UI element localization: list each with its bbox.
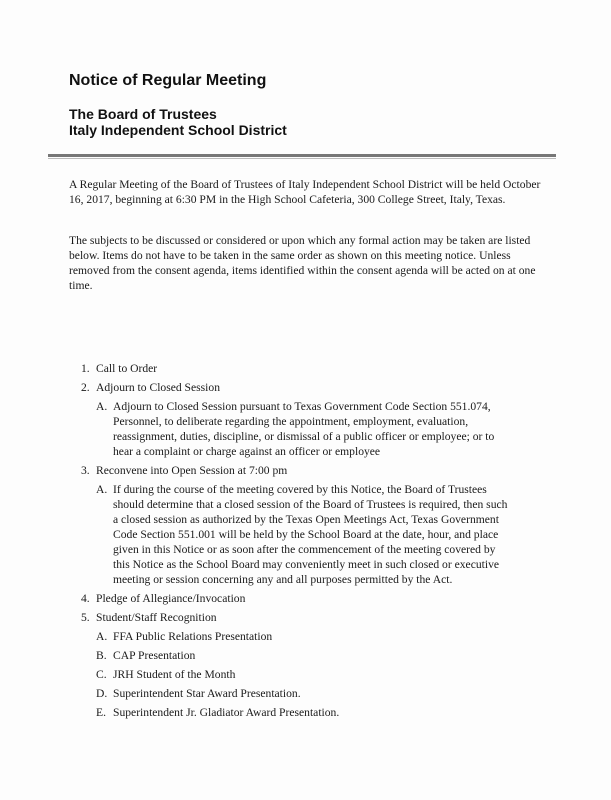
agenda-item (0, 380, 611, 395)
agenda-subitem (0, 629, 611, 644)
agenda-subitem-letter: E. (96, 706, 106, 719)
agenda-item-number: 1. (81, 362, 90, 375)
agenda-item-number: 5. (81, 611, 90, 624)
agenda-subitem (0, 667, 611, 682)
agenda-subitem-text: JRH Student of the Month (113, 668, 236, 681)
agenda-item (0, 610, 611, 625)
agenda-subitem-text: Superintendent Jr. Gladiator Award Presentation. (113, 706, 340, 719)
agenda-item-number: 2. (81, 381, 90, 394)
agenda-item (0, 361, 611, 376)
subjects-paragraph: The subjects to be discussed or considered or upon which any formal action may be taken are listed below. Items do not have to be taken in the same order as shown on this meeting notice. Unless removed from the consent agenda, items identified within the consent agenda will be acted on at one time. (69, 234, 536, 292)
agenda-subitem-letter: A. (96, 483, 108, 496)
agenda-subitem (0, 399, 611, 459)
agenda-subitem-letter: A. (96, 400, 108, 413)
agenda-list (0, 361, 611, 724)
agenda-subitem-text: FFA Public Relations Presentation (113, 630, 273, 643)
agenda-item-text: Reconvene into Open Session at 7:00 pm (96, 464, 288, 477)
agenda-subitem-text: CAP Presentation (113, 649, 196, 662)
agenda-item-number: 3. (81, 464, 90, 477)
agenda-subitem-letter: A. (96, 630, 108, 643)
agenda-subitem (0, 705, 611, 720)
agenda-item (0, 591, 611, 606)
district-name: Italy Independent School District (69, 122, 287, 138)
agenda-item-number: 4. (81, 592, 90, 605)
agenda-subitem-text: If during the course of the meeting covered by this Notice, the Board of Trustees should determine that a closed session of the Board of Trustees is required, then such a closed session as authorized by the Texas Open Meetings Act, Texas Government Code Section 551.001 will be held by the School Board at the date, hour, and place given in this Notice or as soon after the commencement of the meeting covered by this Notice as the School Board may conveniently meet in such closed or executive meeting or session concerning any and all purposes permitted by the Act. (113, 483, 508, 586)
header-divider (48, 154, 556, 157)
agenda-subitem-letter: D. (96, 687, 108, 700)
notice-title: Notice of Regular Meeting (69, 72, 267, 89)
agenda-item (0, 463, 611, 478)
agenda-subitem (0, 482, 611, 587)
agenda-item-text: Call to Order (96, 362, 158, 375)
agenda-subitem-text: Adjourn to Closed Session pursuant to Texas Government Code Section 551.074, Personnel, to deliberate regarding the appointment, employment, evaluation, reassignment, duties, discipline, or dismissal of a public officer or employee; or to hear a complaint or charge against an officer or employee (113, 400, 495, 458)
agenda-item-text: Pledge of Allegiance/Invocation (96, 592, 246, 605)
agenda-subitem (0, 648, 611, 663)
board-name: The Board of Trustees (69, 106, 217, 122)
agenda-item-text: Adjourn to Closed Session (96, 381, 220, 394)
agenda-subitem-letter: B. (96, 649, 107, 662)
agenda-subitem-text: Superintendent Star Award Presentation. (113, 687, 301, 700)
agenda-subitem-letter: C. (96, 668, 107, 681)
agenda-item-text: Student/Staff Recognition (96, 611, 217, 624)
header-divider-shadow (48, 158, 556, 159)
agenda-subitem (0, 686, 611, 701)
meeting-details-paragraph: A Regular Meeting of the Board of Trustees of Italy Independent School District will be held October 16, 2017, beginning at 6:30 PM in the High School Cafeteria, 300 College Street, Italy, Texas. (69, 178, 541, 206)
